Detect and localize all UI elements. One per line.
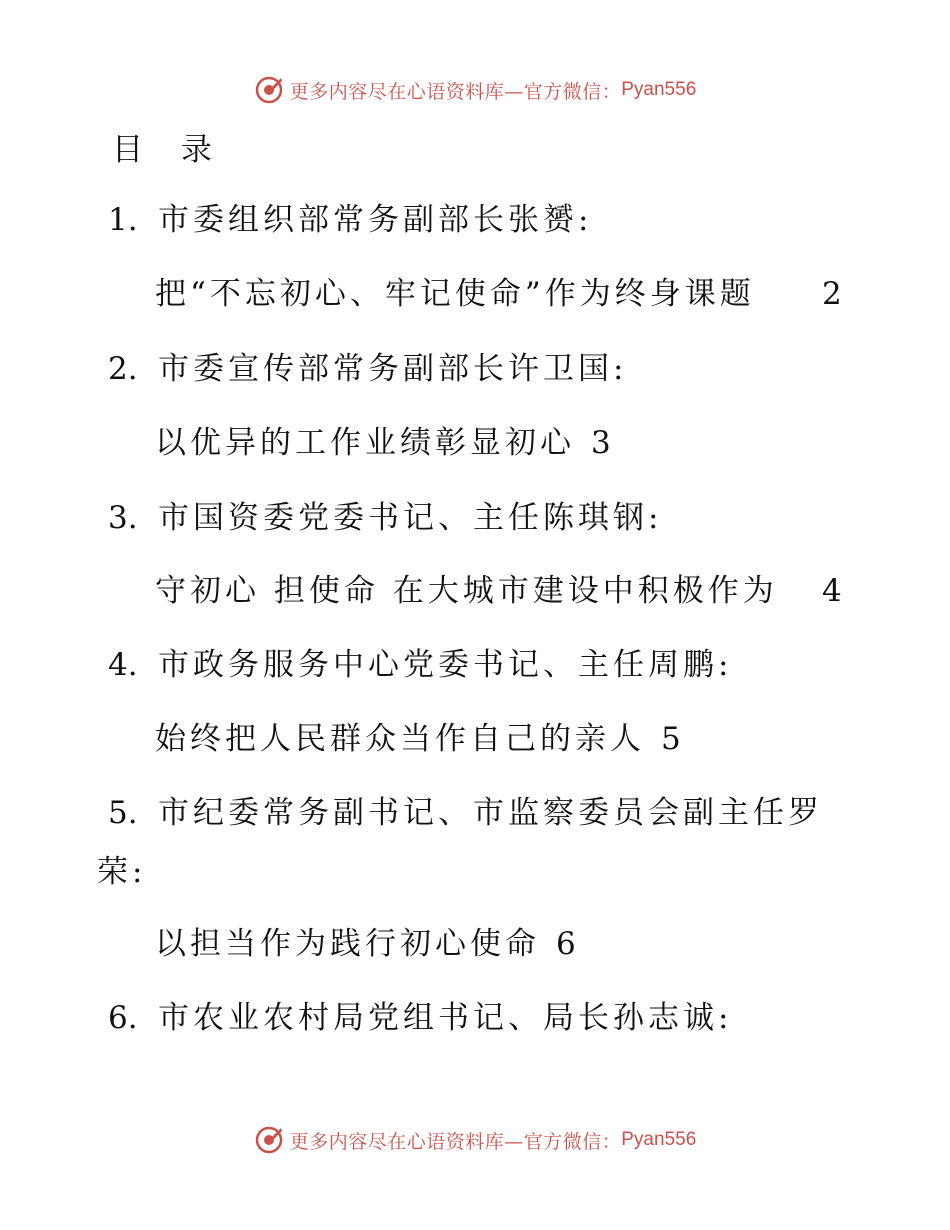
watermark-wechat-id: Pyan556: [621, 79, 697, 100]
toc-entry-2-page: 3: [591, 425, 611, 461]
toc-entry-heading-text: 市委宣传部常务副部长许卫国:: [158, 351, 628, 387]
toc-entry-5-heading-cont: 荣:: [97, 854, 147, 890]
pen-logo-icon: [254, 1125, 284, 1155]
toc-entry-1-heading: [108, 198, 592, 242]
toc-entry-5-heading: [108, 791, 823, 835]
toc-entry-number: 6.: [108, 1000, 138, 1036]
toc-entry-heading-text: 市政务服务中心党委书记、主任周鹏:: [158, 647, 733, 683]
watermark-text: 更多内容尽在心语资料库—官方微信：: [289, 80, 622, 103]
toc-entry-2-subtitle: [155, 421, 611, 465]
watermark-header: [0, 72, 950, 108]
toc-entry-4-heading: [108, 643, 732, 687]
watermark-footer: [0, 1122, 950, 1158]
toc-entry-subtitle-text: 以担当作为践行初心使命: [155, 926, 540, 962]
toc-entry-heading-text: 市农业农村局党组书记、局长孙志诚:: [158, 1000, 733, 1036]
toc-entry-5-subtitle: [155, 922, 576, 966]
toc-entry-number: 5.: [108, 795, 138, 831]
toc-entry-heading-text: 市委组织部常务副部长张赟:: [158, 202, 593, 238]
toc-entry-5-page: 6: [556, 926, 576, 962]
toc-entry-1-page: 2: [822, 276, 842, 312]
toc-entry-heading-text: 市国资委党委书记、主任陈琪钢:: [158, 500, 663, 536]
toc-entry-number: 4.: [108, 647, 138, 683]
toc-entry-2-heading: [108, 347, 627, 391]
toc-entry-1-subtitle: 把“不忘初心、牢记使命”作为终身课题: [155, 276, 755, 312]
toc-entry-subtitle-text: 始终把人民群众当作自己的亲人: [155, 721, 645, 757]
toc-entry-3-subtitle: 守初心 担使命 在大城市建设中积极作为: [155, 573, 778, 609]
toc-entry-3-page: 4: [822, 573, 842, 609]
toc-entry-number: 2.: [108, 351, 138, 387]
watermark-text: 更多内容尽在心语资料库—官方微信：: [289, 1130, 622, 1153]
toc-entry-number: 1.: [108, 202, 138, 238]
toc-entry-number: 3.: [108, 500, 138, 536]
toc-entry-heading-text: 市纪委常务副书记、市监察委员会副主任罗: [158, 795, 823, 831]
toc-entry-4-subtitle: [155, 717, 681, 761]
toc-entry-4-page: 5: [661, 721, 681, 757]
toc-entry-6-heading: [108, 996, 732, 1040]
watermark-wechat-id: Pyan556: [621, 1129, 697, 1150]
pen-logo-icon: [254, 75, 284, 105]
toc-entry-subtitle-text: 以优异的工作业绩彰显初心: [155, 425, 575, 461]
toc-title: 目 录: [112, 132, 226, 168]
toc-entry-3-heading: [108, 496, 662, 540]
